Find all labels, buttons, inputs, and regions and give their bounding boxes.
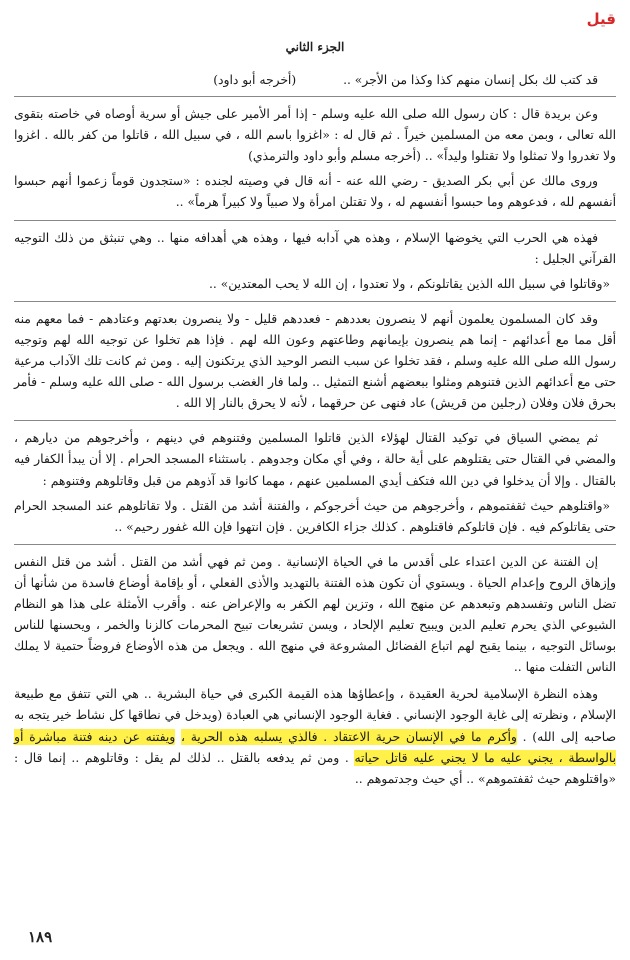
paragraph: وعن بريدة قال : كان رسول الله صلى الله عليه وسلم - إذا أمر الأمير على جيش أو سرية أوصاه في خاصته بتقوى الله تعالى ، وبمن معه من المسلمين خيراً . ثم قال له : «اغزوا باسم الله ، في سبيل الله ، قاتلوا من كفر بالله . اغزوا ولا تغدروا ولا تمثلوا ولا تقتلوا وليداً» .. (أخرجه مسلم وأبو داود والترمذي): [14, 107, 616, 164]
divider: [14, 544, 616, 545]
paragraph: فهذه هي الحرب التي يخوضها الإسلام ، وهذه هي آدابه فيها ، وهذه هي أهدافه منها .. وهي تنبثق من ذلك التوجيه القرآني الجليل :: [14, 230, 616, 266]
divider: [14, 420, 616, 421]
paragraph: وهذه النظرة الإسلامية لحرية العقيدة ، وإعطاؤها هذه القيمة الكبرى في حياة البشرية .. هي التي تتفق مع طبيعة الإسلام ، ونظرته إلى غاية الوجود الإنساني . فغاية الوجود الإنساني هي العبادة (ويدخل في نطاقها كل نشاط خير يتجه به صاحبه إلى الله) . وأكرم ما في الإنسان حرية الاعتقاد . فالذي يسلبه هذه الحرية ، ويفتنه عن دينه فتنة مباشرة أو بالواسطة ، يجني عليه ما لا يجني عليه قاتل حياته . ومن ثم يدفعه بالقتل .. لذلك لم يقل : وقاتلوهم .. إنما قال : «واقتلوهم حيث ثقفتموهم» .. أي حيث وجدتموهم ..: [14, 687, 616, 786]
quran-quote: «واقتلوهم حيث ثقفتموهم ، وأخرجوهم من حيث أخرجوكم ، والفتنة أشد من القتل . ولا تقاتلوهم عند المسجد الحرام حتى يقاتلوكم فيه . فإن قاتلوكم فاقتلوهم . كذلك جزاء الكافرين . فإن انتهوا فإن الله غفور رحيم» ..: [14, 498, 616, 534]
paragraph: إن الفتنة عن الدين اعتداء على أقدس ما في الحياة الإنسانية . ومن ثم فهي أشد من القتل . أشد من قتل النفس وإزهاق الروح وإعدام الحياة . ويستوي أن تكون هذه الفتنة بالتهديد والأذى الفعلي ، أو بإقامة أوضاع فاسدة من شأنها أن تضل الناس وتفسدهم وتبعدهم عن منهج الله ، وتزين لهم الكفر به والإعراض عنه . وأقرب الأمثلة على هذا هو النظام الشيوعي الذي يحرم تعليم الدين ويبيح تعليم الإلحاد ، ويسن تشريعات تبيح المحرمات كالزنا والخمر ، ويحسنها للناس بوسائل التوجيه ، بينما يقبح لهم اتباع الفضائل المشروعة في منهج الله . ويجعل من هذه الأوضاع فروضاً حتمية لا يملك الناس التفلت منها ..: [14, 554, 616, 675]
quran-quote: «وقاتلوا في سبيل الله الذين يقاتلونكم ، ولا تعتدوا ، إن الله لا يحب المعتدين» ..: [209, 276, 610, 291]
paragraph: قد كتب لك بكل إنسان منهم كذا وكذا من الأجر» .. (أخرجه أبو داود): [213, 73, 598, 87]
divider: [14, 220, 616, 221]
brand-logo: قيل: [586, 10, 616, 28]
running-title: الجزء الثاني: [285, 40, 345, 54]
paragraph: وقد كان المسلمون يعلمون أنهم لا ينصرون بعددهم - فعددهم قليل - ولا ينصرون بعدتهم وعتادهم - فما معهم منه أقل مما مع أعدائهم - إنما هم ينصرون بإيمانهم وطاعتهم وعون الله لهم . فإذا هم تخلوا عن توجيه الله لهم وتوجيه رسول الله صلى الله عليه وسلم ، فقد تخلوا عن سبب النصر الوحيد الذي يرتكنون إليه . ومن ثم كانت تلك الآداب مرعية حتى مع أعدائهم الذين فتنوهم ومثلوا ببعضهم أشنع التمثيل .. ولما فار الغضب برسول الله - صلى الله عليه وسلم - فأمر بحرق فلان وفلان (رجلين من قريش) عاد فنهى عن حرقهما ، لأنه لا يحرق بالنار إلا الله .: [14, 311, 616, 411]
body-text: [14, 70, 616, 796]
page-number: ١٨٩: [28, 928, 53, 946]
highlighted-text: وأكرم ما في الإنسان حرية الاعتقاد . فالذي يسلبه هذه الحرية ،: [180, 729, 517, 744]
paragraph: وروى مالك عن أبي بكر الصديق - رضي الله عنه - أنه قال في وصيته لجنده : «ستجدون قوماً زعموا أنهم حبسوا أنفسهم لله ، فدعوهم وما حبسوا أنفسهم له ، ولا تقتلن امرأة ولا صبياً ولا كبيراً هرماً» ..: [14, 174, 616, 210]
divider: [14, 96, 616, 97]
hadith-source: (أخرجه مسلم وأبو داود والترمذي): [248, 149, 421, 164]
paragraph: ثم يمضي السياق في توكيد القتال لهؤلاء الذين قاتلوا المسلمين وفتنوهم في دينهم ، وأخرجوهم من ديارهم ، والمضي في القتال حتى يقتلوهم على أية حالة ، وفي أي مكان وجدوهم . باستثناء المسجد الحرام . إلا أن يبدأ الكفار فيه بالقتال . وإلا أن يدخلوا في دين الله فتكف أيدي المسلمين عنهم ، مهما كانوا قد آذوهم من قبل وقاتلوهم وفتنوهم :: [14, 431, 616, 488]
divider: [14, 301, 616, 302]
hadith-source: (أخرجه أبو داود): [213, 73, 297, 87]
highlighted-text: ويفتنه عن دينه فتنة مباشرة أو بالواسطة ، يجني عليه ما لا يجني عليه قاتل حياته: [14, 729, 616, 765]
